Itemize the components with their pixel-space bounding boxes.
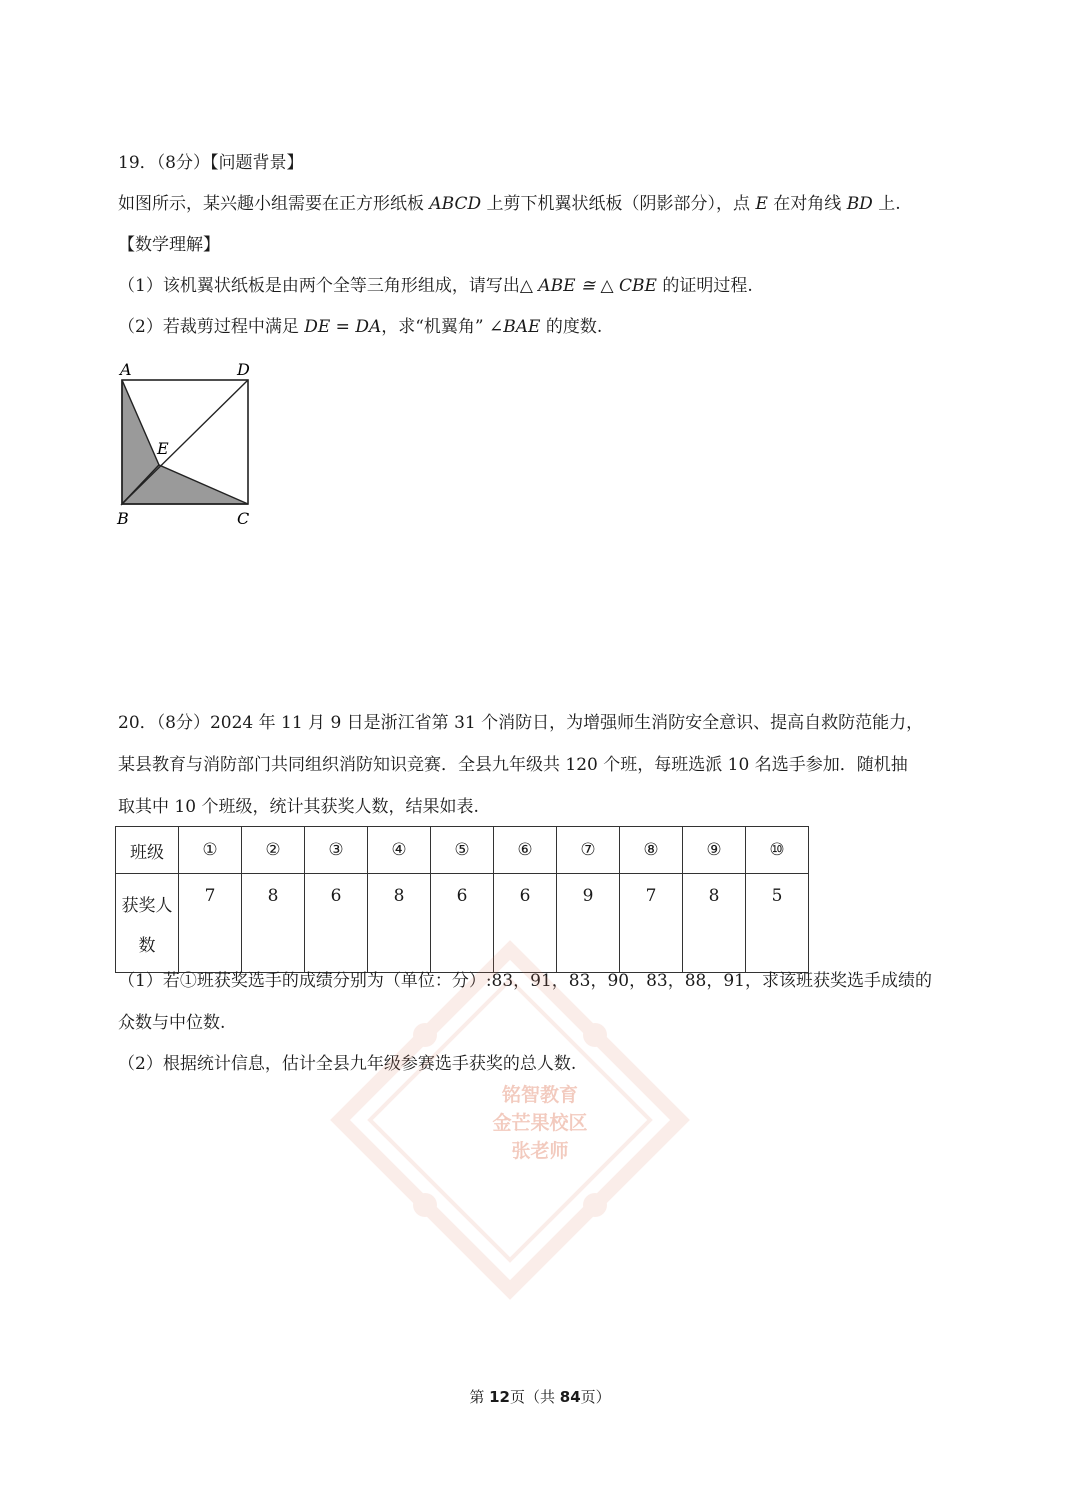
q19-text-part: 上. — [872, 194, 901, 214]
q19-part1 — [118, 273, 753, 299]
class-cell: ⑤ — [431, 827, 494, 874]
q19-square-name: ABCD — [429, 194, 482, 214]
class-cell: ② — [242, 827, 305, 874]
class-cell: ① — [179, 827, 242, 874]
class-cell: ⑨ — [683, 827, 746, 874]
q20-part2: （2）根据统计信息，估计全县九年级参赛选手获奖的总人数. — [118, 1054, 577, 1074]
footer-text: 页（共 — [509, 1388, 560, 1406]
q19-part2 — [118, 314, 602, 340]
q19-heading: 19．（8分）【问题背景】 — [118, 153, 304, 173]
q20-part1-line1: （1）若①班获奖选手的成绩分别为（单位：分）:83，91，83，90，83，88，91，求该班获奖选手成绩的 — [118, 971, 932, 991]
count-cell: 8 — [368, 874, 431, 973]
total-page-number: 84 — [559, 1388, 581, 1406]
label-b: B — [117, 509, 129, 528]
q19-point-e: E — [755, 194, 768, 214]
q19-text-part: 在对角线 — [767, 194, 847, 214]
count-cell: 8 — [683, 874, 746, 973]
class-cell: ③ — [305, 827, 368, 874]
q20-part1-line2: 众数与中位数. — [118, 1013, 226, 1033]
watermark-text: 铭智教育 — [501, 1084, 578, 1106]
q20-line1: 20．（8分）2024 年 11 月 9 日是浙江省第 31 个消防日，为增强师生消防安全意识、提高自救防范能力， — [118, 713, 924, 733]
q19-p2-angle: ∠BAE — [489, 317, 541, 337]
class-cell: ⑦ — [557, 827, 620, 874]
table-header-label: 班级 — [116, 827, 179, 874]
table-row-label — [116, 874, 179, 973]
q20-line2: 某县教育与消防部门共同组织消防知识竞赛．全县九年级共 120 个班，每班选派 10 名选手参加．随机抽 — [118, 755, 908, 775]
q19-p1-math: ABE ≅ △ CBE — [538, 276, 657, 296]
q20-line3: 取其中 10 个班级，统计其获奖人数，结果如表. — [118, 797, 479, 817]
count-cell: 9 — [557, 874, 620, 973]
label-e: E — [157, 439, 169, 458]
label-c: C — [237, 509, 250, 528]
count-cell: 6 — [431, 874, 494, 973]
q19-section-title: 【数学理解】 — [118, 235, 220, 255]
count-cell: 7 — [620, 874, 683, 973]
class-cell: ④ — [368, 827, 431, 874]
row-label-line: 获奖人 — [121, 896, 173, 916]
q19-p2-text: ，求“机翼角” — [381, 317, 490, 337]
watermark-text: 张老师 — [511, 1140, 569, 1162]
class-cell: ⑩ — [746, 827, 809, 874]
q19-p2-text: 的度数. — [540, 317, 603, 337]
page-footer — [0, 1386, 1080, 1407]
q19-p1-text: 的证明过程. — [656, 276, 753, 296]
watermark-text: 金芒果校区 — [492, 1112, 588, 1134]
footer-text: 第 — [469, 1388, 490, 1406]
count-cell: 6 — [494, 874, 557, 973]
q19-p2-text: （2）若裁剪过程中满足 — [118, 317, 305, 337]
q19-text-part: 如图所示，某兴趣小组需要在正方形纸板 — [118, 194, 430, 214]
q19-diagonal-bd: BD — [846, 194, 873, 214]
q19-p1-text: （1）该机翼状纸板是由两个全等三角形组成，请写出△ — [118, 276, 539, 296]
row-label-line: 数 — [138, 936, 156, 956]
q19-text-part: 上剪下机翼状纸板（阴影部分），点 — [481, 194, 756, 214]
count-cell: 5 — [746, 874, 809, 973]
q19-p2-math: DE = DA — [304, 317, 382, 337]
class-cell: ⑧ — [620, 827, 683, 874]
label-d: D — [237, 360, 250, 379]
q19-background-text — [118, 191, 901, 217]
count-cell: 7 — [179, 874, 242, 973]
count-cell: 6 — [305, 874, 368, 973]
current-page-number: 12 — [489, 1388, 510, 1406]
footer-text: 页） — [580, 1388, 611, 1406]
count-cell: 8 — [242, 874, 305, 973]
class-cell: ⑥ — [494, 827, 557, 874]
square-abcd-figure — [112, 358, 262, 530]
table-row — [116, 827, 809, 874]
label-a: A — [120, 360, 132, 379]
